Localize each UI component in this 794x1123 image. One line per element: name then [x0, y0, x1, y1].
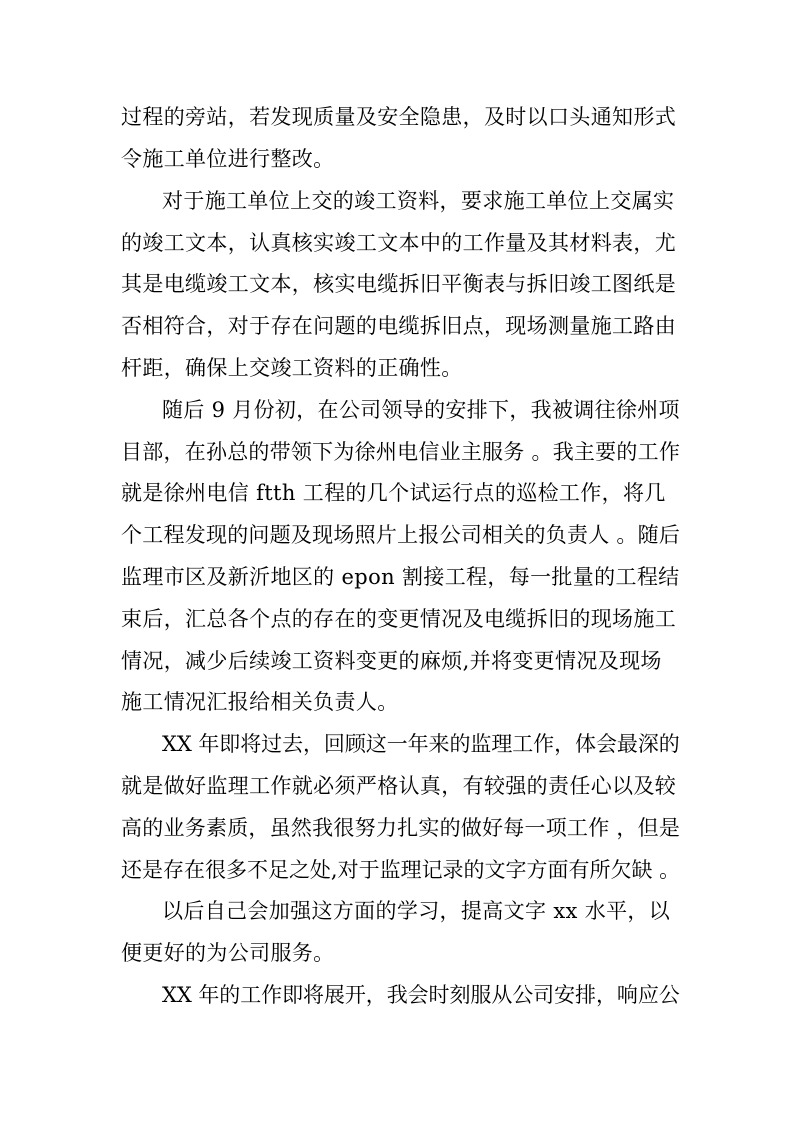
text-line: 令施工单位进行整改。	[121, 147, 335, 171]
text-line: 目部，在孙总的带领下为徐州电信业主服务 。我主要的工作	[121, 440, 681, 464]
text-line: 监理市区及新沂地区的 epon 割接工程，每一批量的工程结	[121, 565, 680, 589]
text-line: 个工程发现的问题及现场照片上报公司相关的负责人 。随后	[121, 523, 681, 547]
text-line: XX 年的工作即将展开，我会时刻服从公司安排，响应公	[162, 983, 680, 1007]
text-line: 高的业务素质，虽然我很努力扎实的做好每一项工作 ，但是	[121, 816, 681, 840]
text-line: 以后自己会加强这方面的学习，提高文字 xx 水平，以	[162, 899, 671, 923]
text-line: XX 年即将过去，回顾这一年来的监理工作，体会最深的	[162, 732, 680, 756]
text-line: 对于施工单位上交的竣工资料，要求施工单位上交属实	[162, 189, 675, 213]
text-line: 就是做好监理工作就必须严格认真，有较强的责任心以及较	[121, 774, 677, 798]
text-line: 随后 9 月份初，在公司领导的安排下，我被调往徐州项	[162, 398, 680, 422]
text-line: 过程的旁站，若发现质量及安全隐患，及时以口头通知形式	[121, 105, 677, 129]
text-line: 束后，汇总各个点的存在的变更情况及电缆拆旧的现场施工	[121, 607, 677, 631]
text-line: 便更好的为公司服务。	[121, 941, 335, 965]
text-line: 否相符合，对于存在问题的电缆拆旧点，现场测量施工路由	[121, 314, 677, 338]
text-line: 施工情况汇报给相关负责人。	[121, 690, 399, 714]
text-line: 杆距，确保上交竣工资料的正确性。	[121, 356, 463, 380]
text-line: 情况，减少后续竣工资料变更的麻烦,并将变更情况及现场	[121, 649, 662, 673]
text-line: 就是徐州电信 ftth 工程的几个试运行点的巡检工作，将几	[121, 481, 666, 505]
text-line: 还是存在很多不足之处,对于监理记录的文字方面有所欠缺 。	[121, 858, 681, 882]
text-line: 其是电缆竣工文本，核实电缆拆旧平衡表与拆旧竣工图纸是	[121, 272, 677, 296]
text-line: 的竣工文本，认真核实竣工文本中的工作量及其材料表，尤	[121, 231, 677, 255]
